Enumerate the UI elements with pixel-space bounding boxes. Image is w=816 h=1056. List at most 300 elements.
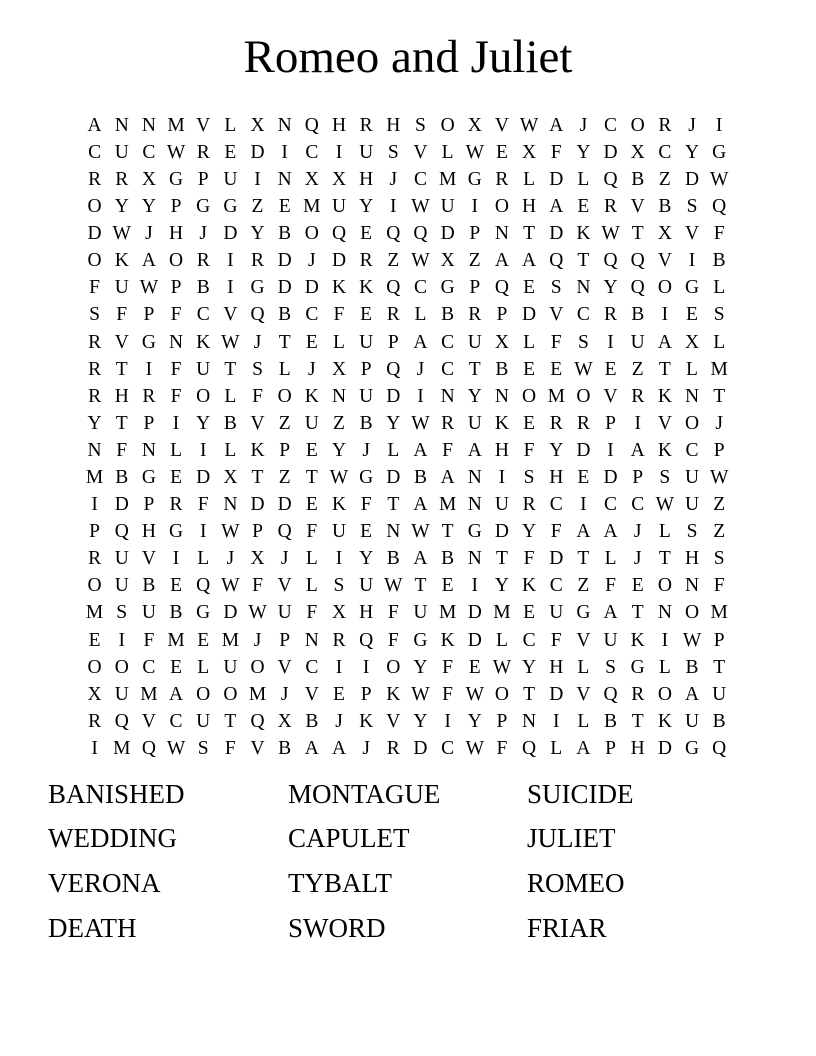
grid-letter: D <box>277 494 292 516</box>
grid-letter: S <box>415 114 426 136</box>
grid-letter: K <box>250 439 265 461</box>
grid-letter: V <box>549 304 564 326</box>
grid-letter: C <box>604 114 618 136</box>
grid-letter: L <box>686 358 698 380</box>
grid-letter: O <box>223 683 238 705</box>
grid-letter: Y <box>549 439 564 461</box>
grid-letter: H <box>630 737 645 759</box>
grid-letter: P <box>469 277 481 299</box>
grid-letter: O <box>684 602 700 624</box>
grid-letter: T <box>631 223 644 245</box>
grid-letter: B <box>142 575 156 597</box>
grid-letter: D <box>223 223 238 245</box>
grid-letter: U <box>684 467 700 489</box>
grid-letter: A <box>549 114 564 136</box>
grid-letter: K <box>522 575 537 597</box>
grid-letter: C <box>305 141 319 163</box>
grid-letter: U <box>359 141 374 163</box>
grid-letter: R <box>88 385 102 407</box>
grid-letter: A <box>169 683 184 705</box>
grid-letter: I <box>172 548 180 570</box>
grid-letter: H <box>549 467 564 489</box>
grid-letter: W <box>166 737 186 759</box>
grid-letter: I <box>661 304 669 326</box>
grid-letter: I <box>417 385 424 407</box>
grid-letter: I <box>471 575 479 597</box>
grid-letter: E <box>278 196 291 218</box>
grid-letter: R <box>522 494 536 516</box>
grid-letter: D <box>467 629 482 651</box>
grid-letter: M <box>140 683 158 705</box>
grid-letter: U <box>684 710 700 732</box>
grid-letter: D <box>549 168 564 190</box>
grid-letter: L <box>523 331 536 353</box>
grid-letter: X <box>331 168 347 190</box>
grid-letter: D <box>331 250 347 272</box>
grid-letter: S <box>686 521 698 543</box>
grid-letter: P <box>387 331 399 353</box>
grid-letter: L <box>278 358 291 380</box>
grid-letter: W <box>709 467 729 489</box>
grid-letter: L <box>414 304 427 326</box>
grid-letter: W <box>411 521 430 543</box>
grid-letter: J <box>416 358 425 380</box>
grid-letter: F <box>550 629 562 651</box>
grid-letter: W <box>601 223 620 245</box>
grid-letter: D <box>684 168 700 190</box>
grid-letter: S <box>89 304 100 326</box>
grid-letter: D <box>250 141 265 163</box>
grid-letter: Y <box>576 141 591 163</box>
grid-letter: T <box>577 250 590 272</box>
grid-letter: J <box>308 358 316 380</box>
grid-letter: R <box>169 494 183 516</box>
grid-letter: V <box>304 683 319 705</box>
grid-letter: C <box>305 304 319 326</box>
grid-letter: P <box>252 521 263 543</box>
grid-letter: G <box>169 168 184 190</box>
grid-letter: F <box>170 304 182 326</box>
grid-letter: Q <box>141 737 156 759</box>
grid-letter: F <box>550 141 562 163</box>
grid-letter: R <box>88 710 102 732</box>
grid-letter: K <box>386 683 401 705</box>
grid-letter: G <box>467 521 482 543</box>
grid-letter: U <box>494 494 509 516</box>
grid-letter: N <box>494 223 509 245</box>
grid-letter: K <box>331 277 347 299</box>
grid-letter: F <box>360 494 372 516</box>
grid-letter: B <box>712 710 726 732</box>
grid-letter: Y <box>522 656 537 678</box>
grid-letter: U <box>114 141 129 163</box>
grid-letter: N <box>467 467 482 489</box>
grid-letter: B <box>386 548 400 570</box>
grid-letter: O <box>277 385 292 407</box>
grid-letter: P <box>360 683 372 705</box>
grid-letter: N <box>87 439 102 461</box>
grid-letter: R <box>196 141 210 163</box>
grid-letter: D <box>576 439 591 461</box>
grid-letter: I <box>335 656 343 678</box>
grid-letter: L <box>387 439 400 461</box>
grid-letter: I <box>362 656 370 678</box>
grid-letter: P <box>279 629 291 651</box>
grid-letter: L <box>441 141 454 163</box>
grid-letter: P <box>605 737 616 759</box>
grid-letter: A <box>603 602 618 624</box>
grid-letter: U <box>223 168 238 190</box>
grid-letter: W <box>709 168 729 190</box>
grid-letter: O <box>576 385 591 407</box>
grid-letter: U <box>277 602 292 624</box>
grid-letter: O <box>657 277 672 299</box>
grid-letter: S <box>523 467 535 489</box>
grid-letter: B <box>631 304 645 326</box>
grid-letter: G <box>141 467 156 489</box>
grid-letter: O <box>522 385 537 407</box>
grid-letter: Q <box>250 710 265 732</box>
grid-letter: V <box>141 548 156 570</box>
grid-letter: C <box>196 304 210 326</box>
grid-letter: L <box>224 385 237 407</box>
grid-letter: Q <box>494 277 509 299</box>
grid-letter: C <box>658 141 672 163</box>
grid-letter: Q <box>603 250 618 272</box>
grid-letter: T <box>713 656 726 678</box>
grid-letter: V <box>657 412 672 434</box>
grid-letter: O <box>87 196 102 218</box>
grid-letter: W <box>465 737 484 759</box>
grid-letter: S <box>605 656 616 678</box>
grid-letter: M <box>438 602 457 624</box>
grid-letter: M <box>167 629 185 651</box>
grid-letter: D <box>250 494 265 516</box>
grid-letter: V <box>630 196 645 218</box>
grid-letter: V <box>277 656 292 678</box>
grid-letter: E <box>523 358 536 380</box>
word-list-item: DEATH <box>48 912 137 943</box>
grid-letter: E <box>305 494 318 516</box>
grid-letter: D <box>522 304 537 326</box>
grid-letter: C <box>169 710 183 732</box>
grid-letter: B <box>278 223 292 245</box>
grid-letter: V <box>250 412 265 434</box>
grid-letter: U <box>359 385 374 407</box>
grid-letter: V <box>386 710 401 732</box>
grid-letter: B <box>712 250 726 272</box>
word-list <box>48 772 768 950</box>
grid-letter: A <box>331 737 347 759</box>
grid-letter: E <box>604 358 617 380</box>
grid-letter: T <box>631 710 644 732</box>
grid-letter: Q <box>196 575 211 597</box>
grid-letter: G <box>250 277 265 299</box>
grid-letter: E <box>523 412 536 434</box>
grid-letter: S <box>550 277 562 299</box>
grid-letter: D <box>386 467 401 489</box>
grid-letter: I <box>227 250 234 272</box>
word-list-item: SWORD <box>288 912 386 943</box>
grid-letter: J <box>389 168 398 190</box>
grid-letter: D <box>440 223 455 245</box>
grid-letter: T <box>414 575 427 597</box>
grid-letter: O <box>494 683 509 705</box>
grid-letter: G <box>413 629 428 651</box>
grid-letter: B <box>604 710 618 732</box>
grid-letter: M <box>113 737 131 759</box>
grid-letter: C <box>142 141 156 163</box>
grid-letter: Q <box>250 304 265 326</box>
grid-letter: N <box>304 629 319 651</box>
grid-letter: P <box>496 304 508 326</box>
grid-letter: E <box>88 629 101 651</box>
grid-letter: O <box>657 683 672 705</box>
grid-letter: M <box>167 114 185 136</box>
grid-letter: E <box>360 521 373 543</box>
grid-letter: A <box>467 439 482 461</box>
grid-letter: M <box>221 629 240 651</box>
grid-letter: E <box>360 223 373 245</box>
grid-letter: L <box>170 439 182 461</box>
grid-letter: B <box>196 277 210 299</box>
grid-letter: L <box>305 548 318 570</box>
grid-letter: E <box>523 602 536 624</box>
grid-letter: R <box>576 412 590 434</box>
grid-letter: F <box>713 223 725 245</box>
grid-letter: A <box>413 494 428 516</box>
grid-letter: I <box>254 168 261 190</box>
grid-letter: T <box>251 467 264 489</box>
grid-letter: U <box>114 575 129 597</box>
grid-letter: R <box>495 168 509 190</box>
grid-letter: G <box>467 168 482 190</box>
grid-letter: F <box>116 304 128 326</box>
grid-letter: Y <box>87 412 102 434</box>
grid-letter: I <box>688 250 696 272</box>
grid-letter: N <box>494 385 509 407</box>
grid-letter: Z <box>713 521 726 543</box>
grid-letter: U <box>549 602 564 624</box>
grid-letter: A <box>657 331 672 353</box>
grid-letter: X <box>223 467 238 489</box>
grid-letter: W <box>492 656 512 678</box>
grid-letter: Y <box>684 141 700 163</box>
grid-letter: Q <box>712 196 727 218</box>
grid-letter: W <box>139 277 159 299</box>
grid-letter: B <box>658 196 672 218</box>
grid-letter: A <box>87 114 102 136</box>
grid-letter: F <box>116 439 128 461</box>
grid-letter: O <box>87 575 102 597</box>
grid-letter: C <box>305 656 319 678</box>
grid-letter: P <box>279 439 291 461</box>
grid-letter: N <box>522 710 537 732</box>
grid-letter: S <box>252 358 263 380</box>
grid-letter: N <box>169 331 184 353</box>
grid-letter: R <box>604 304 618 326</box>
grid-letter: R <box>196 250 210 272</box>
grid-letter: S <box>333 575 345 597</box>
grid-letter: G <box>141 331 156 353</box>
grid-letter: U <box>630 331 645 353</box>
grid-letter: T <box>278 331 291 353</box>
grid-letter: J <box>715 412 723 434</box>
grid-letter: T <box>658 358 671 380</box>
grid-letter: H <box>684 548 700 570</box>
grid-letter: N <box>114 114 129 136</box>
grid-letter: X <box>522 141 537 163</box>
grid-letter: O <box>630 114 645 136</box>
grid-letter: D <box>87 223 102 245</box>
word-list-item: MONTAGUE <box>288 778 441 809</box>
grid-letter: S <box>116 602 128 624</box>
grid-letter: S <box>713 548 725 570</box>
grid-letter: B <box>631 168 645 190</box>
grid-letter: F <box>496 737 508 759</box>
grid-letter: L <box>550 737 563 759</box>
grid-letter: H <box>386 114 401 136</box>
grid-letter: T <box>441 521 454 543</box>
word-list-item: WEDDING <box>48 823 177 854</box>
grid-letter: W <box>221 521 240 543</box>
grid-letter: E <box>170 575 182 597</box>
grid-letter: B <box>413 467 427 489</box>
grid-letter: U <box>114 683 129 705</box>
grid-letter: R <box>549 412 563 434</box>
grid-letter: D <box>549 223 564 245</box>
grid-letter: W <box>221 575 240 597</box>
grid-letter: F <box>387 629 399 651</box>
grid-letter: K <box>494 412 509 434</box>
word-list-item: ROMEO <box>527 867 625 898</box>
grid-letter: M <box>710 358 728 380</box>
grid-letter: R <box>88 168 102 190</box>
grid-letter: Q <box>386 358 401 380</box>
grid-letter: V <box>141 710 156 732</box>
grid-letter: I <box>715 114 723 136</box>
grid-letter: V <box>413 141 428 163</box>
grid-letter: V <box>576 683 591 705</box>
grid-letter: W <box>465 141 484 163</box>
grid-letter: K <box>304 385 319 407</box>
grid-letter: B <box>278 737 292 759</box>
grid-letter: R <box>386 737 400 759</box>
grid-letter: I <box>661 629 669 651</box>
grid-letter: H <box>549 656 564 678</box>
grid-letter: W <box>411 412 430 434</box>
grid-letter: A <box>576 737 591 759</box>
grid-letter: J <box>280 548 289 570</box>
grid-letter: W <box>221 331 240 353</box>
grid-letter: X <box>467 114 482 136</box>
grid-letter: F <box>523 439 535 461</box>
grid-letter: E <box>305 331 318 353</box>
grid-letter: D <box>304 277 319 299</box>
grid-letter: P <box>469 223 481 245</box>
grid-letter: D <box>277 250 292 272</box>
grid-letter: N <box>657 602 672 624</box>
grid-letter: Y <box>467 710 482 732</box>
grid-letter: E <box>550 358 563 380</box>
grid-letter: C <box>142 656 156 678</box>
grid-letter: Q <box>522 737 537 759</box>
grid-letter: C <box>631 494 645 516</box>
grid-letter: G <box>196 602 211 624</box>
grid-letter: I <box>552 710 560 732</box>
grid-letter: B <box>359 412 373 434</box>
grid-letter: K <box>657 710 672 732</box>
word-list-item: SUICIDE <box>527 778 634 809</box>
grid-letter: R <box>142 385 156 407</box>
grid-letter: F <box>170 358 182 380</box>
grid-letter: P <box>143 304 155 326</box>
grid-letter: K <box>196 331 211 353</box>
grid-letter: Q <box>304 114 319 136</box>
grid-letter: V <box>250 737 265 759</box>
grid-letter: L <box>197 548 210 570</box>
grid-letter: U <box>684 494 700 516</box>
grid-letter: X <box>87 683 102 705</box>
grid-letter: J <box>579 114 588 136</box>
grid-letter: I <box>91 494 98 516</box>
grid-letter: G <box>196 196 211 218</box>
grid-letter: Q <box>277 521 292 543</box>
grid-letter: I <box>145 358 153 380</box>
grid-letter: D <box>603 141 618 163</box>
grid-letter: N <box>141 439 156 461</box>
grid-letter: T <box>115 412 128 434</box>
grid-letter: H <box>522 196 537 218</box>
grid-letter: A <box>630 439 645 461</box>
grid-letter: Y <box>413 710 428 732</box>
grid-letter: J <box>633 548 642 570</box>
grid-letter: M <box>248 683 267 705</box>
word-list-item: JULIET <box>527 823 616 854</box>
grid-letter: N <box>576 277 591 299</box>
grid-letter: M <box>438 494 457 516</box>
grid-letter: F <box>197 494 209 516</box>
grid-letter: Q <box>712 737 727 759</box>
grid-letter: Q <box>603 683 618 705</box>
grid-letter: P <box>143 494 155 516</box>
grid-letter: U <box>196 710 211 732</box>
grid-letter: G <box>712 141 727 163</box>
grid-letter: B <box>278 304 292 326</box>
grid-letter: W <box>655 494 675 516</box>
grid-letter: D <box>386 385 401 407</box>
grid-letter: E <box>360 304 373 326</box>
grid-letter: L <box>713 277 726 299</box>
grid-letter: N <box>684 385 700 407</box>
grid-letter: P <box>605 412 616 434</box>
grid-letter: W <box>411 683 430 705</box>
grid-letter: L <box>577 710 590 732</box>
grid-letter: J <box>688 114 696 136</box>
grid-letter: G <box>684 277 700 299</box>
grid-letter: S <box>577 331 589 353</box>
grid-letter: V <box>114 331 129 353</box>
grid-letter: S <box>197 737 209 759</box>
grid-letter: I <box>390 196 397 218</box>
grid-letter: G <box>576 602 591 624</box>
grid-letter: L <box>658 521 671 543</box>
grid-letter: U <box>359 331 374 353</box>
grid-letter: I <box>335 141 343 163</box>
grid-letter: T <box>713 385 726 407</box>
grid-letter: T <box>523 223 536 245</box>
grid-letter: Y <box>196 412 211 434</box>
